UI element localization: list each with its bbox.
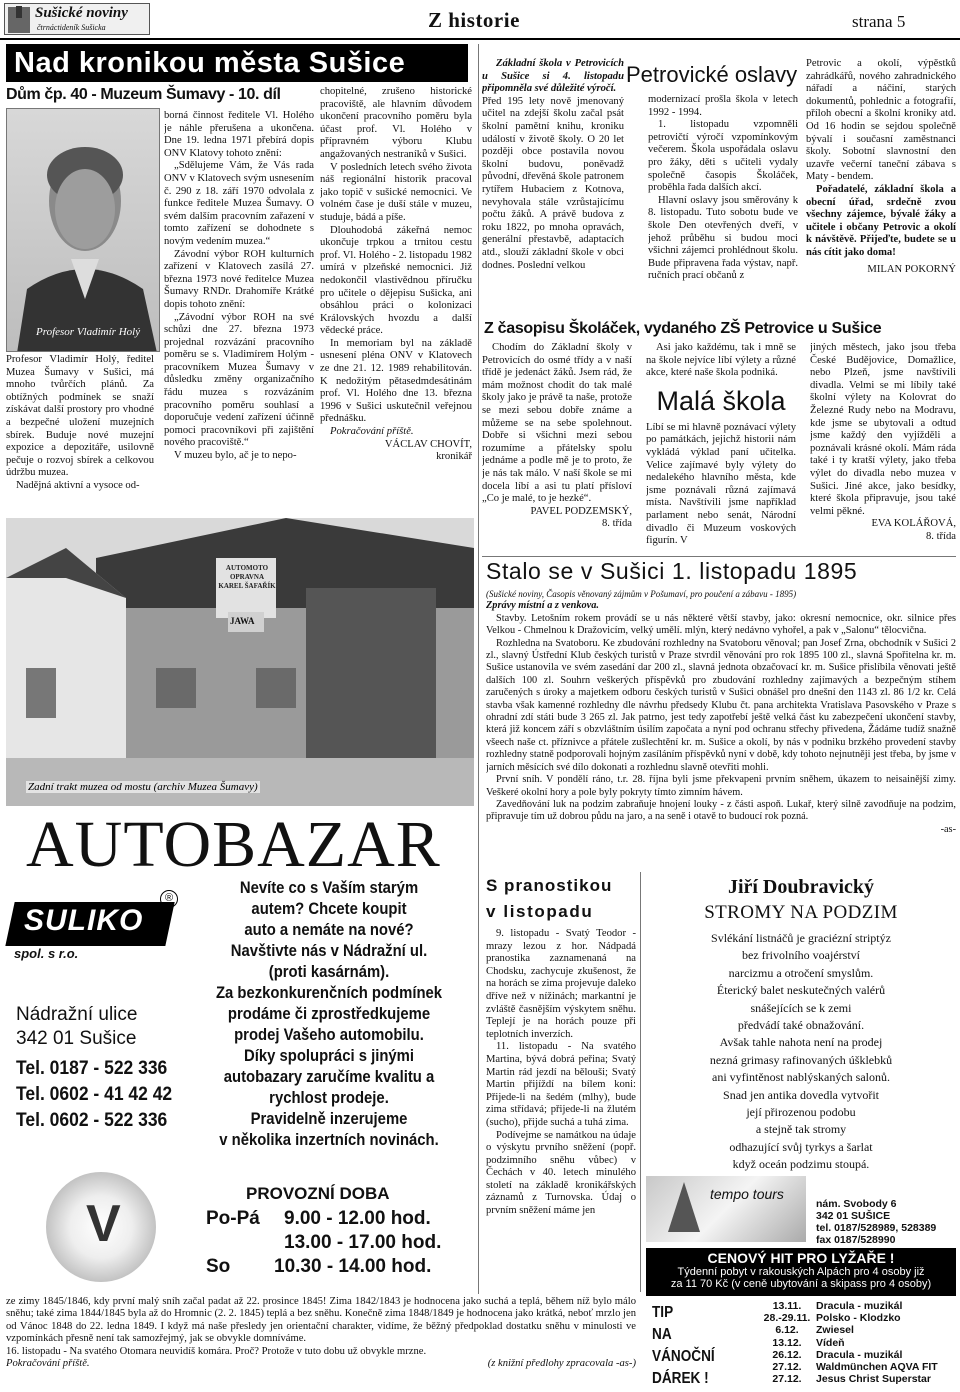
kronika-subtitle: Dům čp. 40 - Muzeum Šumavy - 10. díl [6,86,281,103]
masthead-logo [4,3,150,35]
tip-line: DÁREK ! [652,1370,709,1387]
tempo-phone: tel. 0187/528989, 528389 [816,1222,937,1234]
poem-line: Éterický balet neskutečných valérů [716,983,886,998]
kronika-col1-text-b: Nadějná aktivní a vysoce od- [16,479,140,491]
tempo-hit-box [646,1248,956,1296]
pranostiky-tail [6,1296,636,1390]
kronika-col2-text-c: „Závodní výbor ROH na své schůzi dne 27. března 1973 projednal rozvázání pracovního poměru se s. Vladimírem Holým - pracovníkem Muzea Šumavy v důsledku změny organizačního řádu muzea s rozvázáním pracovního poměru souhlasí a doporučuje vedení zařízení účinně pomoci pracovníkovi při zajištění nového pracoviště.“ [164,311,314,449]
kronika-column-1 [6,354,154,504]
tempo-hit-line-1: Týdenní pobyt v rakouských Alpách pro 4 osoby již [677,1266,925,1278]
tempo-logo-text: tempo tours [710,1186,784,1202]
stalo-paragraph-2: Rozhledna na Svatoboru. Ke zbudování rozhledny na Svatoboru věnoval; pan Josef Zrna, obchodník v Sušici 2 zl., slavný Ústřední Klub českých turistů v Praze stvrdil věnování pro rok 1895 100 zl., slavná Spořitelna kr. m. Sušice ustanovila ve svém zasedání dar 200 zl., slavná jednota obzačovací kr. m. Sušice přislíbila věnovati ještě dalších 100 zl. Souhrn veškerých příspěvků pro zbudování rozhledny zajímavých a bezpečným stíhem zaručených s úroky a majetkem odboru českých turistů v Sušici obnášel pro dnešní den 1143 zl. 86 1/2 kr. Celá stavba však kamenné rozhledny dle návrhu předsedy Klubu čt. pana architekta Vratislava Pasovského v Praze s ohradní zdí státi bude 3 265 zl. Jak patrno, jest tedy zapotřebí ještě velká část ku zabezpečení ukončení stavby, která již koncem září s obzvláštním úsilím započata a nyní pod ochranu střechy přivedena, Žádáme tudíž snažně všeech naše ct. příznivce a přátele zušlechtění kr. m. Sušice a okolí, by nás v podniku brzkého provedení stavby rozhledny statně podporovali hojným zasíláním příspěvků nyní v době, kdy tohoto nejnutněji jest třeba, by jsme v jarních měsících své dílo dokonati a rozhlednu slavně otevřiti mohli. [486,637,956,773]
v-logo-icon [46,1172,156,1282]
ad-phone-2: Tel. 0602 - 41 42 42 [16,1084,173,1105]
tempo-logo [646,1176,806,1242]
stalo-paragraph-3: První sníh. V pondělí ráno, t.r. 28. října byli jsme překvapeni prvním sněhem, úkazem to neisainější zimy. Veškeré okolní hory a pole byly pokryty tímto zimním hávem. [486,774,956,798]
trip-name: Waldmünchen AQVA FIT [816,1361,938,1374]
autobazar-ad [6,808,474,1294]
stalo-body [486,588,956,860]
trip-row [758,1324,956,1336]
tempo-address-1: nám. Svobody 6 [816,1198,897,1210]
ad-pitch-line: (proti kasárnám). [268,963,390,981]
petrovice-lead-text: Základní škola v Petrovicích u Sušice si 4. listopadu připomněla své důležité výročí. [482,58,624,95]
ad-phone-3: Tel. 0602 - 522 336 [16,1110,168,1131]
trip-date: 13.11. [772,1300,802,1312]
skolacek-col1-text: Chodím do Základní školy v Petrovicích do osmé třídy a v naší třídě je jedenáct žáků. Jsem rád, že mám možnost chodit do tak malé školy jako je právě ta naše, protože se mezi sebou dobře známe a můžeme se na sebe spolehnout. Dobře si všichni mezi sebou rozumíme a přátelsky spolu jednáme a podle mě je to proto, že je nás tak málo. V naší škole se mi docela líbí a asi tu platí přísloví „Co je malé, to je hezké“. [482,342,632,505]
logo-subtitle: čtrnáctideník Sušicka [37,23,106,32]
ad-pitch-line: Pravidelně inzerujeme [250,1110,408,1128]
kronika-col3-text-d: In memoriam byl na základě usnesení pléna ONV v Klatovech ze dne 21. 12. 1989 rehabilitován. K nedožitým pětasedmdesátinám prof. Vl. Holého dne 13. března 1996 v Sušici uskutečnil veřejnou přednášku. [320,337,472,425]
stalo-rule [482,556,956,557]
sail-icon [668,1182,700,1232]
trip-row [758,1349,956,1361]
tempo-address-2: 342 01 SUŠICE [816,1210,891,1222]
kronika-col3-text-c: Dlouhodobá zákeřná nemoc ukončuje trpkou a trnitou cestu prof. Vl. Holého - 2. listopadu 1982 umírá v plzeňské nemocnici. Již nedokončil vlastivědnou příručku pro učitele o dějepisu Sušicka, ani obsáhlou práci o kolonizaci Královských hvozdu a další vědecké práce. [320,224,472,337]
hours-saturday-label: So [206,1256,231,1277]
ad-pitch-line: autobazary zaručíme kvalitu a [223,1068,435,1086]
pranostiky-continued: Pokračování příště. [6,1358,90,1370]
poem-line: předvádí také obnažování. [737,1018,865,1033]
skolacek-class-1: 8. třída [601,518,632,530]
petrovice-col2-text: modernizací prošla škola v letech 1992 - 1994. [648,94,798,118]
petrovice-col2-text-c: Hlavní oslavy jsou směrovány k 8. listopadu. Tuto sobotu bude ve škole Den otevřených dveří, v jehož průběhu si budou moci všichni zájemci prohlédnout školu. Bude připravena řada výstav, např. ručních prací občanů z [648,194,798,282]
hours-saturday: 10.30 - 14.00 hod. [274,1256,432,1277]
museum-photo-caption: Zadní trakt muzea od mostu (archiv Muzea Šumavy) [28,781,258,793]
poem-body [646,930,956,1174]
pranostiky-title-1: S pranostikou [486,876,613,895]
stalo-signature: -as- [940,823,956,835]
pranostiky-tail-text-2: 16. listopadu - Na svatého Otomara neuvidíš komára. Proč? Protože v tuto dobu už obvykle mrzne. [6,1345,427,1357]
ad-pitch-line: v několika inzertních novinách. [219,1131,439,1149]
ad-pitch-line: prodáme či zprostředkujeme [227,1005,431,1023]
pranostiky-text-2: 11. listopadu - Na svatého Martina, bývá dobrá peřina; Svatý Martin rád jezdí na bělouši; Svatý Martin přijíždí na bílem koni: Přijede-li na šedém (mlhy), bude zima střídavá; přijede-li na žlutém (sucho), přijde suchá a tuhá zima. [486,1041,636,1128]
skolacek-class-3: 8. třída [925,530,956,542]
autobazar-title: AUTOBAZAR [26,808,441,881]
trip-date: 27.12. [772,1373,802,1386]
pranostiky-text-1: 9. listopadu - Svatý Teodor - mrazy lezou z hor. Nádpadá pranostika zaznamenaná na Chodsku, zachycuje zkušenost, že na horách se zima projevuje daleko dříve než v nížinách; markantní je zvláště časnějším výskytem sněhu. Teplejí je na horách pouze při teplotních inverzích. [486,928,636,1040]
trip-date: 27.12. [772,1361,802,1374]
tempo-ad [646,1170,956,1390]
petrovice-col3-text-b: Pořadatelé, základní škola a obecní úřad, srdečně zvou všechny zájemce, bývalé žáky a učitele i občany Petrovic a okolí k návštěvě. Přijeďte, budete se u nás cítit jako doma! [806,183,956,258]
trip-name: Vídeň [816,1336,845,1349]
trip-name: Dracula - muzikál [816,1300,903,1312]
pranostiky-text-3: Podívejme se namátkou na údaje o výskytu prvního sněžení (popř. podzimního sněhu vůbec) v Čechách v 40. letech minulého století na základě kronikářských záznamů z Turnovska. Údaj o prvním sněžení máme jen [486,1129,636,1217]
poem-line: narcizmu a otročení smyslům. [728,965,874,980]
logo-title: Sušické noviny [35,5,128,21]
pranostiky-tail-text: ze zimy 1845/1846, kdy první malý sníh začal padat až 22. prosince 1845! Zima 1842/1843 je hodnocena jako suchá a teplá, během níž bylo málo sněhu; také zima 1844/1845 byla až do Hromnic (2. 2. 1845) teplá a bez sněhu. Konečně zima 1848/1849 je hodnocena jako krátká, neboť mrzlo jen od Vánoc 1848 do 22. ledna 1849. I když má naše přesledy jen orientační charakter, vidíme, že běžný předpoklad dostatku sněhu v minulosti ve vzpomínkách přesně není tak samozřejmý, jak se obvykle domníváme. [6,1296,636,1345]
kronika-author-role: kronikář [436,451,472,463]
skolacek-col3-text: jiných městech, jako jsou třeba České Budějovice, Domažlice, nebo Plzeň, jsme navštívili divadla. Velmi se mi líbily také školní výlety na Kolovrat do Železné Rudy nebo na Modravu, kde jsme se ubytovali a odtud jsme každý den vyjížděli a poznávali krásné okolí. Mám ráda také i ty kratší výlety, jako třeba výlet do divadla nebo muzea v Sušici. Jiné akce, jako besídky, které škola připravuje, jsou také velmi pěkné. [810,342,956,517]
museum-building-image [6,518,474,806]
ad-pitch-line: Nevíte co s Vaším starým [239,879,419,897]
skolacek-title: Z časopisu Školáček, vydaného ZŠ Petrovice u Sušice [484,320,882,337]
petrovice-column-3 [806,58,956,306]
petrovice-title: Petrovické oslavy [626,62,798,87]
kronika-col1-text: Profesor Vladimír Holý, ředitel Muzea Šumavy v Sušici, má mnoho tvůrčích plánů. Za obtížných podmínek se snaží získávat další prostory pro vhodné a bezpečné uložení muzejních sbírek. Buduje nové muzejní expozice a depozitáře, usilovně pečuje o rozvoj sbírek a celkovou údržbu muzea. [6,354,154,479]
kronika-column-3 [320,86,472,506]
trip-date: 13.12. [772,1336,802,1349]
ad-address-1: Nádražní ulice [16,1004,138,1025]
petrovice-author: MILAN POKORNÝ [867,263,956,275]
tip-line: NA [652,1326,672,1343]
hours-weekday-1: 9.00 - 12.00 hod. [284,1208,431,1229]
v-letter: V [86,1195,121,1253]
tip-box [652,1302,729,1390]
kronika-col3-text-b: V posledních letech svého života náš regionální historik pracoval jako topič v sušické nemocnici. Ve volném čase je duší stále v muzeu, studuje, bádá a píše. [320,161,472,223]
stalo-paragraph-1: Stavby. Letošním rokem provádí se u nás některé větší stavby, jako: okresní nemocnice, okr. silnice přes Velkou - Chmelnou k Dražovicím, velký umělí. mlýn, který nedávno vyhořel, a pak v „Salonu“ tělocvična. [486,612,956,637]
skolacek-column-3 [810,342,956,546]
hours-title: PROVOZNÍ DOBA [246,1184,390,1203]
petrovice-lead [482,58,624,302]
ad-pitch-line: auto a nemáte na nové? [244,921,414,939]
skolacek-author-3: EVA KOLÁŘOVÁ, [871,518,956,530]
kronika-column-2 [164,110,314,502]
ad-pitch-line: rychlost prodeje. [269,1089,389,1107]
poem-line: a stejně tak stromy [755,1122,847,1137]
suliko-subtitle: spol. s r.o. [14,946,79,961]
kronika-col2-quote: „Sdělujeme Vám, že Vás rada ONV v Klatovech svým usnesením č. 290 z 18. září 1970 odvolala z funkce ředitele Muzea Šumavy. O svém dalším pracovním zařazení v tomto zařízení se dohodnete s novým vedením muzea.“ [164,160,314,247]
trip-row [758,1337,956,1349]
poem-line: její přirozenou podobu [746,1105,856,1120]
petrovice-column-2 [648,94,798,302]
suliko-brand: SULIKO [24,904,144,937]
tempo-trips [758,1300,956,1385]
skolacek-column-2 [646,342,796,546]
ad-pitch-line: Díky spolupráci s jinými [243,1047,415,1065]
hours-weekday-label: Po-Pá [206,1208,260,1229]
jawa-sign: JAWA [230,616,255,626]
ad-pitch-line: autem? Chcete koupit [251,900,407,918]
petrovice-col2-text-b: 1. listopadu vzpomněli petrovičtí výročí vzpomínkovým večerem. Škola uspořádala oslavu pro žáky, děti s učiteli vydaly společně časopis Školáček, proběhla řada dalších akcí. [648,119,798,194]
tip-line: TIP [652,1304,674,1321]
poem-line: když oceán podzimu stoupá. [732,1157,870,1172]
poem-line: Svlékání listnáčů je graciézní striptýz [711,931,891,945]
poem-line: bez frivolního voajérství [742,948,860,963]
museum-photo [6,518,474,806]
ad-pitch-line: Za bezkonkurenčních podmínek [215,984,443,1002]
stalo-subheading: Zprávy místní a z venkova. [486,600,599,612]
tempo-hit-title: CENOVÝ HIT PRO LYŽAŘE ! [707,1250,895,1266]
kronika-title: Nad kronikou města Sušice [6,44,468,82]
trip-name: Jesus Christ Superstar [816,1373,931,1386]
poem-line: ani vyfintěnost nablýskaných salonů. [712,1070,890,1085]
poem-line: odhazující svůj tyrkys a šarlat [729,1139,873,1154]
tempo-fax: fax 0187/528990 [816,1234,896,1246]
kronika-col2-text-b: Závodní výbor ROH kulturních zařízení v Klatovech zasílá 27. března 1973 nové ředitelce Muzea Šumavy RNDr. Drahomíře Krátké dopis tohoto znění: [164,248,314,310]
pranostiky-credit: (z knižní předlohy zpracovala -as-) [487,1358,636,1370]
skolacek-col2-text-b: Líbí se mi hlavně poznávací výlety po památkách, jejichž historii nám vykládá výklad paní učitelka. Velice zajímavé byly výlety do nedalekého hlavního města, kde jsme poznávali různá zajímavá místa. Navštívili jsme například parlament nebo senát, Národní divadlo či Muzeum voskových figurín. V [646,421,796,546]
kronika-col2-text: borná činnost ředitele Vl. Holého je náhle přerušena a ukončena. Dne 19. ledna 1971 přebírá dopis ONV Klatovy tohoto znění: [164,110,314,159]
ad-pitch [199,878,460,1151]
pranostiky-title-2: v listopadu [486,902,594,921]
ad-pitch-line: prodej Vašeho automobilu. [234,1026,424,1044]
ad-address-2: 342 01 Sušice [16,1028,137,1049]
mala-skola-headline: Malá škola [656,385,786,416]
stalo-paragraph-4: Zavedňování luk na podzim zabraňuje hnojení louky - z části aspoň. Lukař, který silně zavodňuje na podzim, připravuje tím už dobrou půdu na jaro, a na seně i otavě to budoucí rok pozná. [486,798,956,823]
suliko-logo [10,890,182,966]
tempo-address [816,1198,936,1246]
trip-row [758,1312,956,1324]
trip-row [758,1300,956,1312]
trip-name: Zwiesel [816,1324,854,1337]
trip-name: Dracula - muzikál [816,1348,903,1361]
kronika-col2-text-d: V muzeu bylo, ač je to nepo- [174,450,297,462]
pranostiky-column [486,928,636,1296]
petrovice-col3-text: Petrovic a okolí, výpěstků zahrádkářů, nového zahradnického nářadí a náčiní, starých dokumentů, pohlednic a fotografií, příloh obecní a školní kroniky atd. Od 16 hodin se sejdou společně bývalí i současní zaměstnanci školy. Sobotní slavnostní den uzavře večerní taneční zábava s Maty - bendem. [806,58,956,183]
ad-pitch-line: Navštivte nás v Nádražní ul. [230,942,428,960]
trip-date: 26.12. [772,1348,802,1361]
registered-icon: ® [160,890,178,908]
poem-line: snášejících se k zemi [750,1000,852,1015]
header-rule [0,38,960,40]
portrait-image [7,109,160,352]
column-divider [640,872,641,1292]
tempo-hit-line-2: za 11 70 Kč (v ceně ubytování a skipass pro 4 osoby) [670,1278,932,1290]
trip-date: 6.12. [775,1324,799,1337]
kronika-continued: Pokračování příště. [330,426,414,438]
tip-line: VÁNOČNÍ [652,1348,715,1365]
trip-name: Polsko - Klodzko [816,1312,901,1325]
stalo-title: Stalo se v Sušici 1. listopadu 1895 [486,558,858,584]
skolacek-column-1 [482,342,632,546]
trip-date: 28.-29.11. [763,1312,811,1325]
trip-row [758,1373,956,1385]
garage-sign: AUTOMOTO OPRAVNA KAREL ŠAFAŘÍK [218,564,276,590]
stalo-source: (Sušické noviny, Časopis věnovaný zájmům v Pošumaví, pro poučení a zábavu - 1895) [486,589,797,599]
poem-line: Snad jen antika dovedla vytvořit [723,1087,879,1102]
portrait-caption: Profesor Vladimír Holý [36,326,141,338]
ad-phone-1: Tel. 0187 - 522 336 [16,1058,168,1079]
skolacek-col2-text: Asi jako každému, tak i mně se na škole nejvíce líbí výlety a různé akce, které naše škola podniká. [646,342,796,379]
skolacek-author-1: PAVEL PODZEMSKÝ, [530,505,632,517]
poem-author: Jiří Doubravický [727,876,875,898]
kronika-author: VÁCLAV CHOVÍT, [384,438,472,450]
poem-line: nezná grimasy rafinovaných úšklebků [709,1052,893,1067]
poem-title: STROMY NA PODZIM [704,902,898,923]
petrovice-col1-text: Před 195 lety nově jmenovaný učitel na zdejší školu začal psát školní pamětní knihu, kroniku událostí v životě školy. O 20 let později obce postavila novou školní budovu, poněvadž původní, dřevěná škole patronem rytířem Hubaciem z Kotnova, nevyhovala stále vzrůstajícímu počtu žáků. A právě budova z roku 1822, po mnoha opravách, generální přestavbě, adaptacích atd., slouží základní škole v obci dodnes. Poslední velkou [482,95,624,271]
poem-line: Avšak tahle nahota není na prodej [719,1035,883,1050]
hours-weekday-2: 13.00 - 17.00 hod. [284,1232,442,1253]
trip-row [758,1361,956,1373]
column-divider [478,44,479,1294]
church-icon [8,7,30,33]
kronika-col3-text: chopitelné, zrušeno historické pracoviště, ale hlavním důvodem ukončení pracovního poměru byla účast prof. Vl. Holého v přípravném výboru Klubu angažovaných nestraníků v Sušici. [320,86,472,160]
page-number: strana 5 [852,12,906,31]
portrait-photo [6,108,160,352]
section-title: Z historie [428,8,520,32]
